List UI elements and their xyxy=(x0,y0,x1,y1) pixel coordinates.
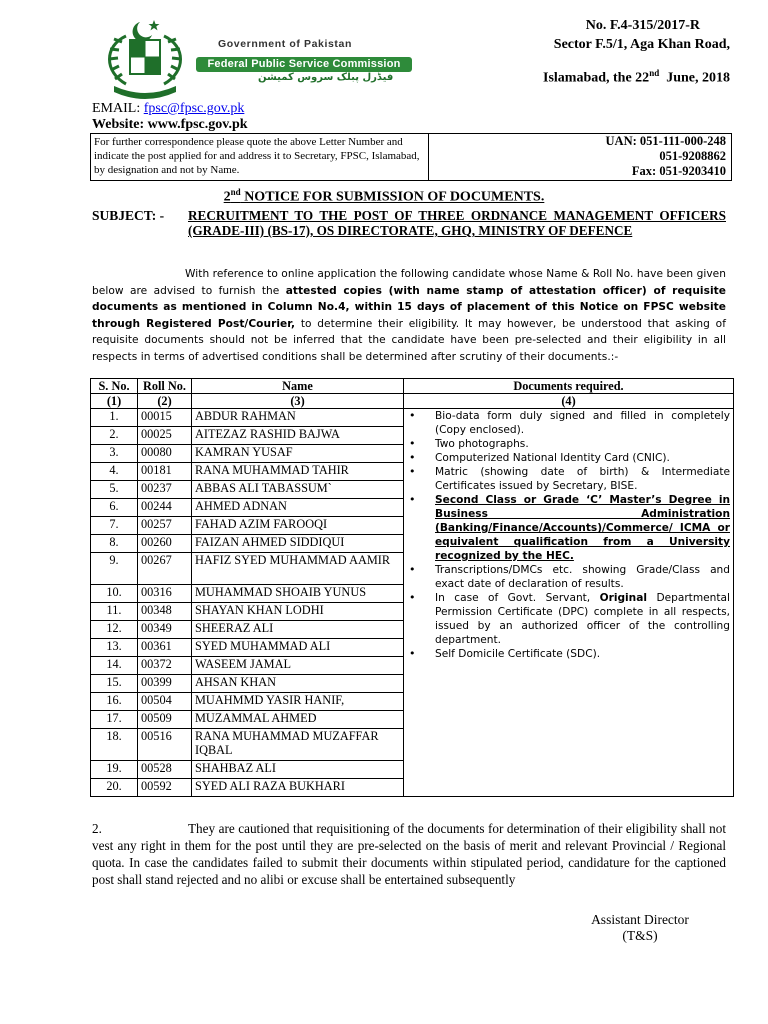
commission-urdu: فیڈرل پبلک سروس کمیشن xyxy=(258,72,394,83)
cell-sno: 12. xyxy=(91,621,138,639)
cell-roll: 00080 xyxy=(138,445,192,463)
fax-number: Fax: 051-9203410 xyxy=(631,164,726,178)
cell-sno: 20. xyxy=(91,779,138,797)
cell-roll: 00260 xyxy=(138,535,192,553)
cell-name: MUHAMMAD SHOAIB YUNUS xyxy=(192,585,404,603)
cell-name: SHAHBAZ ALI xyxy=(192,761,404,779)
cell-roll: 00399 xyxy=(138,675,192,693)
colnum-1: (1) xyxy=(91,394,138,409)
colnum-4: (4) xyxy=(404,394,734,409)
date-rest: June, 2018 xyxy=(659,70,730,86)
header-documents: Documents required. xyxy=(404,379,734,394)
cell-name: HAFIZ SYED MUHAMMAD AAMIR xyxy=(192,553,404,585)
cell-roll: 00257 xyxy=(138,517,192,535)
cell-name: RANA MUHAMMAD MUZAFFAR IQBAL xyxy=(192,729,404,761)
candidates-table xyxy=(90,378,734,797)
caution-paragraph xyxy=(92,820,726,888)
document-item: • Matric (showing date of birth) & Intermediate Certificates issued by Secretary, BISE. xyxy=(435,465,730,493)
cell-sno: 13. xyxy=(91,639,138,657)
cell-roll: 00316 xyxy=(138,585,192,603)
colnum-3: (3) xyxy=(192,394,404,409)
reference-block xyxy=(500,16,730,54)
cell-sno: 10. xyxy=(91,585,138,603)
letter-number: No. F.4-315/2017-R xyxy=(585,18,700,33)
documents-list xyxy=(407,409,730,661)
document-item: • Self Domicile Certificate (SDC). xyxy=(435,647,730,661)
cell-name: AHMED ADNAN xyxy=(192,499,404,517)
cell-roll: 00509 xyxy=(138,711,192,729)
header-roll: Roll No. xyxy=(138,379,192,394)
government-label: Government of Pakistan xyxy=(218,38,352,50)
cell-name: SHAYAN KHAN LODHI xyxy=(192,603,404,621)
colnum-2: (2) xyxy=(138,394,192,409)
uan-number: UAN: 051-111-000-248 xyxy=(605,134,726,148)
document-item xyxy=(435,591,730,647)
cell-roll: 00015 xyxy=(138,409,192,427)
para1-part-b: attested copies (with name stamp of attestation officer) of requisite documents as mentioned in Column No.4, within 15 days of placement of this Notice on FPSC website through Registered Post/Courier, xyxy=(92,284,726,330)
date-prefix: Islamabad, the 22 xyxy=(543,70,650,86)
cell-name: ABDUR RAHMAN xyxy=(192,409,404,427)
notice-title xyxy=(0,187,768,206)
cell-roll: 00361 xyxy=(138,639,192,657)
header-name: Name xyxy=(192,379,404,394)
documents-required-cell xyxy=(404,409,734,797)
dpc-part-c: Departmental Permission Certificate (DPC) complete in all respects, issued by an authorized officer of the controlling department. xyxy=(435,592,730,646)
subject-text: RECRUITMENT TO THE POST OF THREE ORDNANCE MANAGEMENT OFFICERS (GRADE-III) (BS-17), OS DIRECTORATE, GHQ, MINISTRY OF DEFENCE xyxy=(188,208,726,238)
cell-name: SYED ALI RAZA BUKHARI xyxy=(192,779,404,797)
cell-sno: 19. xyxy=(91,761,138,779)
table-row xyxy=(91,409,734,427)
cell-roll: 00267 xyxy=(138,553,192,585)
table-header-row xyxy=(91,379,734,394)
phone-number: 051-9208862 xyxy=(659,149,726,163)
document-item: • Bio-data form duly signed and filled in completely (Copy enclosed). xyxy=(435,409,730,437)
notice-title-num: 2 xyxy=(223,189,231,205)
commission-banner: Federal Public Service Commission xyxy=(196,57,412,72)
cell-roll: 00528 xyxy=(138,761,192,779)
website-line[interactable]: Website: www.fpsc.gov.pk xyxy=(92,117,248,132)
cell-name: MUZAMMAL AHMED xyxy=(192,711,404,729)
letter-date xyxy=(495,68,730,87)
dpc-part-a: In case of Govt. Servant, xyxy=(435,592,600,604)
cell-name: AHSAN KHAN xyxy=(192,675,404,693)
cell-roll: 00181 xyxy=(138,463,192,481)
cell-roll: 00516 xyxy=(138,729,192,761)
cell-name: FAHAD AZIM FAROOQI xyxy=(192,517,404,535)
cell-sno: 17. xyxy=(91,711,138,729)
correspondence-note: For further correspondence please quote the above Letter Number and indicate the post applied for and address it to Secretary, FPSC, Islamabad, by designation and not by Name. xyxy=(94,136,420,177)
cell-roll: 00244 xyxy=(138,499,192,517)
cell-sno: 9. xyxy=(91,553,138,585)
cell-name: SYED MUHAMMAD ALI xyxy=(192,639,404,657)
cell-name: AITEZAZ RASHID BAJWA xyxy=(192,427,404,445)
cell-sno: 5. xyxy=(91,481,138,499)
document-item: • Transcriptions/DMCs etc. showing Grade/Class and exact date of declaration of results. xyxy=(435,563,730,591)
para1-part-a: With reference to online application the following candidate whose Name & Roll No. have been given below are advised to furnish the xyxy=(92,268,726,297)
cell-sno: 7. xyxy=(91,517,138,535)
cell-roll: 00349 xyxy=(138,621,192,639)
cell-name: KAMRAN YUSAF xyxy=(192,445,404,463)
email-line xyxy=(92,101,244,117)
subject-label: SUBJECT: - xyxy=(92,208,165,223)
cell-roll: 00237 xyxy=(138,481,192,499)
cell-sno: 16. xyxy=(91,693,138,711)
dpc-part-b: Original xyxy=(599,592,648,604)
signatory-designation: Assistant Director xyxy=(591,912,689,927)
cell-roll: 00504 xyxy=(138,693,192,711)
date-suffix: nd xyxy=(649,68,660,78)
cell-name: MUAHMMD YASIR HANIF, xyxy=(192,693,404,711)
cell-roll: 00348 xyxy=(138,603,192,621)
fpsc-logo xyxy=(92,16,202,102)
para1-part-c: to determine their eligibility. It may however, be understood that asking of requisite documents should not be inferred that the candidate have been pre-selected and their eligibility in all respects in terms of advertised conditions shall be determined after scrutiny of their documents.:- xyxy=(92,317,726,363)
cell-name: FAIZAN AHMED SIDDIQUI xyxy=(192,535,404,553)
cell-roll: 00592 xyxy=(138,779,192,797)
cell-name: ABBAS ALI TABASSUM` xyxy=(192,481,404,499)
cell-name: RANA MUHAMMAD TAHIR xyxy=(192,463,404,481)
cell-sno: 11. xyxy=(91,603,138,621)
document-item: • Two photographs. xyxy=(435,437,730,451)
cell-name: WASEEM JAMAL xyxy=(192,657,404,675)
cell-roll: 00372 xyxy=(138,657,192,675)
email-label: EMAIL: xyxy=(92,101,144,116)
signatory-section: (T&S) xyxy=(622,928,658,943)
cell-sno: 3. xyxy=(91,445,138,463)
document-item xyxy=(435,493,730,563)
contact-numbers xyxy=(440,134,726,179)
para2-text: They are cautioned that requisitioning of the documents for determination of their eligibility shall not vest any right in them for the post until they are pre-selected on the basis of merit and relevant Provincial / Regional quota. In case the candidates failed to submit their documents within stipulated period, candidature for the captioned post shall stand rejected and no alibi or excuse shall be entertained subsequently xyxy=(92,821,726,887)
cell-sno: 2. xyxy=(91,427,138,445)
cell-roll: 00025 xyxy=(138,427,192,445)
cell-sno: 18. xyxy=(91,729,138,761)
body-paragraph xyxy=(92,266,726,365)
para2-number: 2. xyxy=(92,821,102,836)
cell-sno: 15. xyxy=(91,675,138,693)
address: Sector F.5/1, Aga Khan Road, xyxy=(553,37,730,52)
cell-sno: 1. xyxy=(91,409,138,427)
document-item: • Computerized National Identity Card (CNIC). xyxy=(435,451,730,465)
email-link[interactable]: fpsc@fpsc.gov.pk xyxy=(143,101,245,116)
correspondence-divider xyxy=(428,133,429,181)
header-sno: S. No. xyxy=(91,379,138,394)
table-colnum-row xyxy=(91,394,734,409)
cell-sno: 6. xyxy=(91,499,138,517)
cell-sno: 8. xyxy=(91,535,138,553)
notice-title-sup: nd xyxy=(230,187,241,197)
notice-title-text: NOTICE FOR SUBMISSION OF DOCUMENTS. xyxy=(240,189,545,205)
cell-name: SHEERAZ ALI xyxy=(192,621,404,639)
degree-requirement: Second Class or Grade ‘C’ Master’s Degree in Business Administration (Banking/Finance/Accounts)/Commerce/ ICMA or equivalent qualification from a University recognized by the HEC. xyxy=(435,494,730,562)
cell-sno: 4. xyxy=(91,463,138,481)
cell-sno: 14. xyxy=(91,657,138,675)
